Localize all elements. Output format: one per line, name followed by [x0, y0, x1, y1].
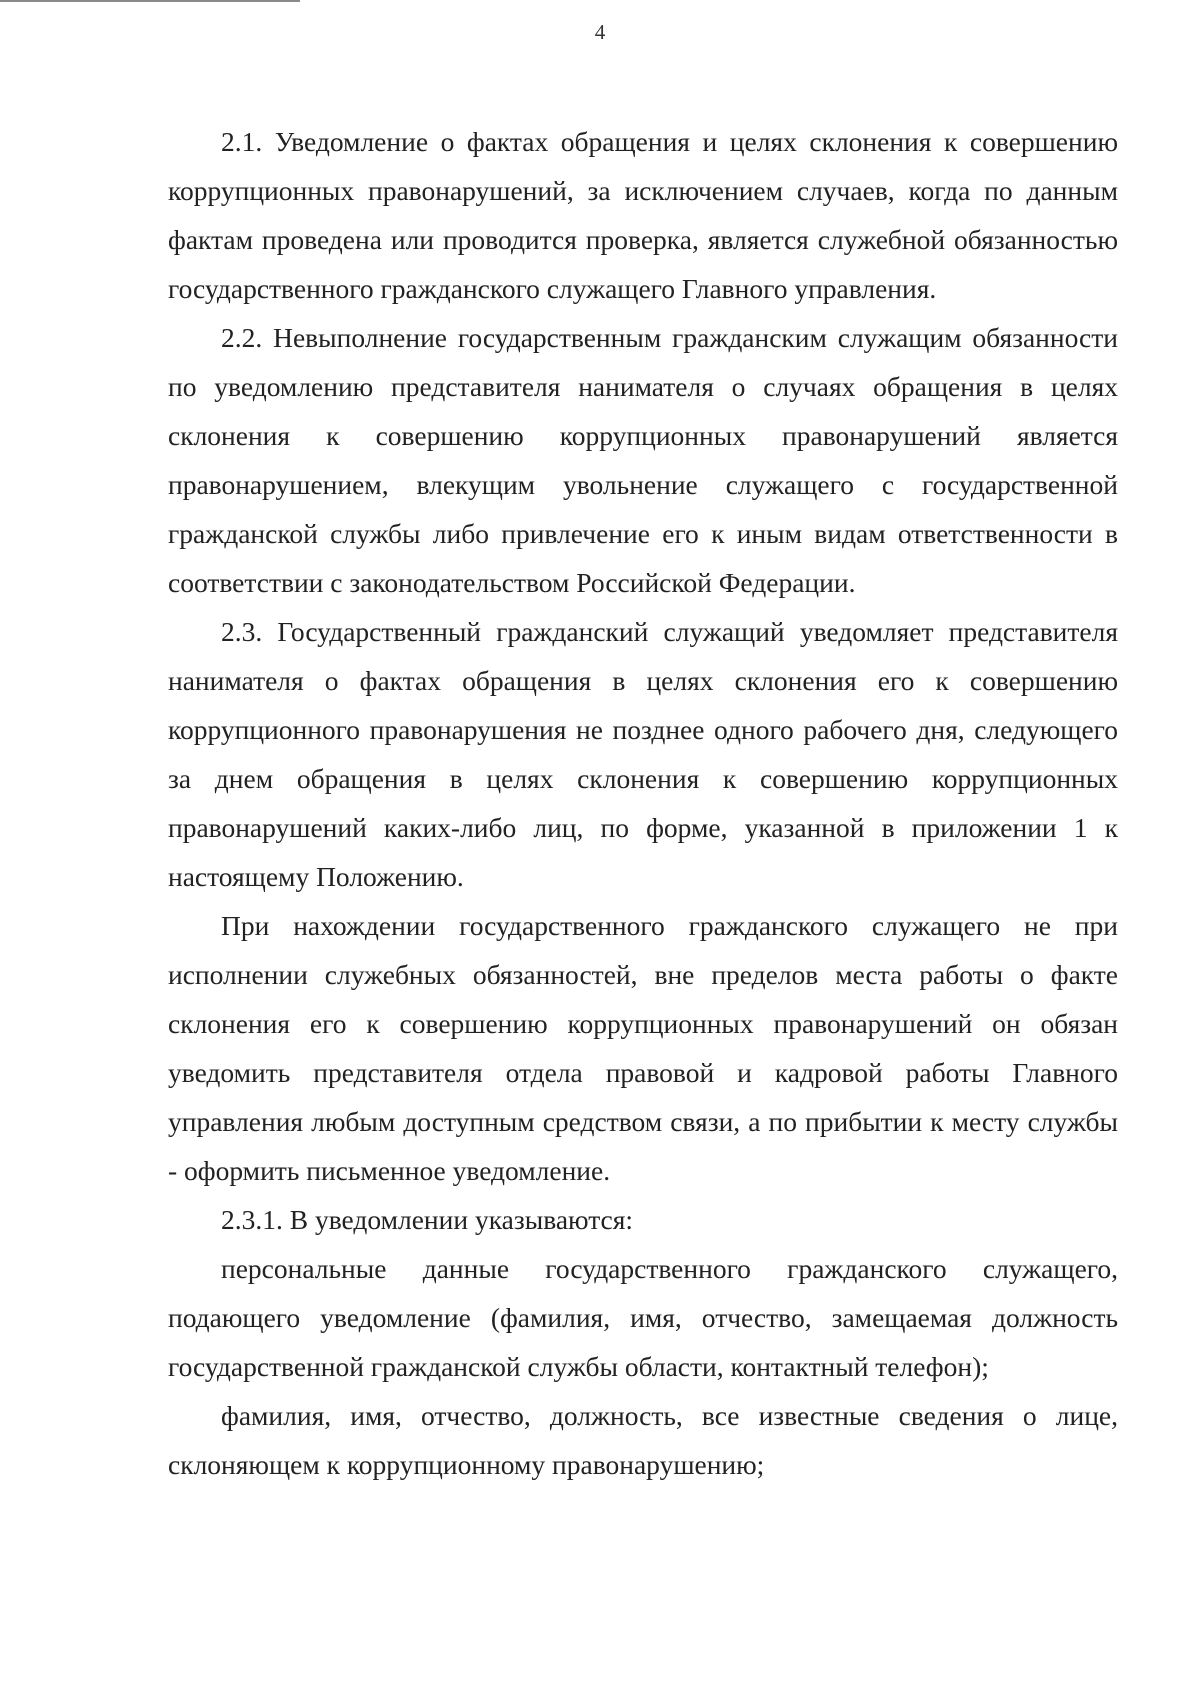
paragraph-absence-notice: При нахождении государственного гражданского служащего не при исполнении служебных обязанностей, вне пределов места работы о факте склонения его к совершению коррупционных правонарушений он обязан уведомить представителя отдела правовой и кадровой работы Главного управления любым доступным средством связи, а по прибытии к месту службы - оформить письменное уведомление. [168, 910, 1118, 1186]
page-number: 4 [594, 20, 606, 44]
paragraph-2-1: 2.1. Уведомление о фактах обращения и целях склонения к совершению коррупционных правонарушений, за исключением случаев, когда по данным фактам проведена или проводится проверка, является служебной обязанностью государственного гражданского служащего Главного управления. [168, 126, 1118, 304]
document-body [168, 117, 1118, 1489]
paragraph-inducer-info: фамилия, имя, отчество, должность, все известные сведения о лице, склоняющем к коррупционному правонарушению; [168, 1400, 1118, 1480]
paragraph-personal-data: персональные данные государственного гражданского служащего, подающего уведомление (фамилия, имя, отчество, замещаемая должность государственной гражданской службы области, контактный телефон); [168, 1253, 1118, 1382]
paragraph-2-3-1: 2.3.1. В уведомлении указываются: [221, 1204, 634, 1235]
paragraph-2-3: 2.3. Государственный гражданский служащий уведомляет представителя нанимателя о фактах обращения в целях склонения его к совершению коррупционного правонарушения не позднее одного рабочего дня, следующего за днем обращения в целях склонения к совершению коррупционных правонарушений каких-либо лиц, по форме, указанной в приложении 1 к настоящему Положению. [168, 616, 1118, 892]
paragraph-2-2: 2.2. Невыполнение государственным гражданским служащим обязанности по уведомлению представителя нанимателя о случаях обращения в целях склонения к совершению коррупционных правонарушений является правонарушением, влекущим увольнение служащего с государственной гражданской службы либо привлечение его к иным видам ответственности в соответствии с законодательством Российской Федерации. [168, 322, 1118, 598]
scan-edge-line [0, 0, 300, 2]
